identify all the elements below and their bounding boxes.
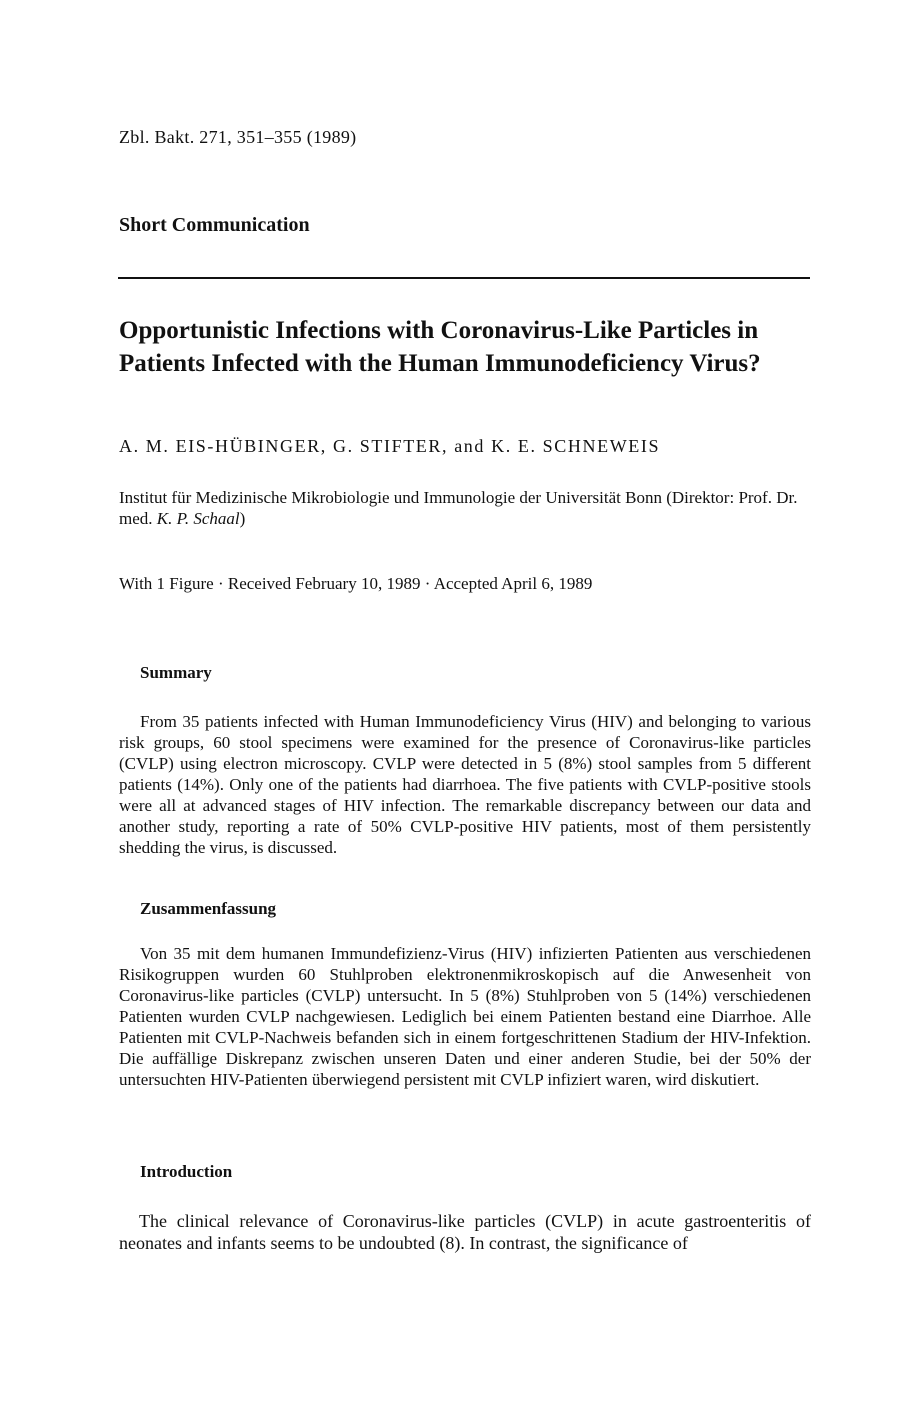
summary-paragraph: From 35 patients infected with Human Immunodeficiency Virus (HIV) and belonging to various risk groups, 60 stool specimens were examined for the presence of Coronavirus-like particles (CVLP) using electron microscopy. CVLP were detected in 5 (8%) stool samples from 5 different patients (14%). Only one of the patients had diarrhoea. The five patients with CVLP-positive stools were all at advanced stages of HIV infection. The remarkable discrepancy between our data and another study, reporting a rate of 50% CVLP-positive HIV patients, most of them persistently shedding the virus, is discussed. [119, 712, 811, 857]
introduction-paragraph: The clinical relevance of Coronavirus-like particles (CVLP) in acute gastroenteritis of neonates and infants seems to be undoubted (8). In contrast, the significance of [119, 1211, 811, 1253]
article-title [119, 314, 819, 380]
article-title-line-1: Opportunistic Infections with Coronavirus-Like Particles in [119, 317, 759, 344]
article-title-line-2: Patients Infected with the Human Immunodeficiency Virus? [119, 350, 761, 377]
affiliation-director: K. P. Schaal [156, 509, 240, 528]
section-type-label: Short Communication [119, 214, 310, 236]
journal-citation: Zbl. Bakt. 271, 351–355 (1989) [119, 127, 357, 147]
affiliation-close: ) [239, 509, 246, 528]
header-divider [118, 277, 810, 279]
introduction-heading: Introduction [140, 1162, 233, 1181]
zusammenfassung-heading: Zusammenfassung [140, 899, 277, 918]
author-list: A. M. EIS-HÜBINGER, G. STIFTER, and K. E. SCHNEWEIS [119, 436, 661, 456]
received-dates: With 1 Figure · Received February 10, 1989 · Accepted April 6, 1989 [119, 574, 593, 593]
zusammenfassung-paragraph: Von 35 mit dem humanen Immundefizienz-Virus (HIV) infizierten Patienten aus verschiedenen Risikogruppen wurden 60 Stuhlproben elektronenmikroskopisch auf die Anwesenheit von Coronavirus-like particles (CVLP) untersucht. In 5 (8%) Stuhlproben von 5 (14%) verschiedenen Patienten wurden CVLP nachgewiesen. Lediglich bei einem Patienten bestand eine Diarrhoe. Alle Patienten mit CVLP-Nachweis befanden sich in einem fortgeschrittenen Stadium der HIV-Infektion. Die auffällige Diskrepanz zwischen unseren Daten und einer anderen Studie, bei der 50% der untersuchten HIV-Patienten überwiegend persistent mit CVLP infiziert waren, wird diskutiert. [119, 944, 811, 1089]
affiliation [119, 487, 811, 529]
summary-heading: Summary [140, 663, 212, 682]
affiliation-text: Institut für Medizinische Mikrobiologie und Immunologie der Universität Bonn (Direktor: Prof. Dr. med. [119, 488, 798, 528]
